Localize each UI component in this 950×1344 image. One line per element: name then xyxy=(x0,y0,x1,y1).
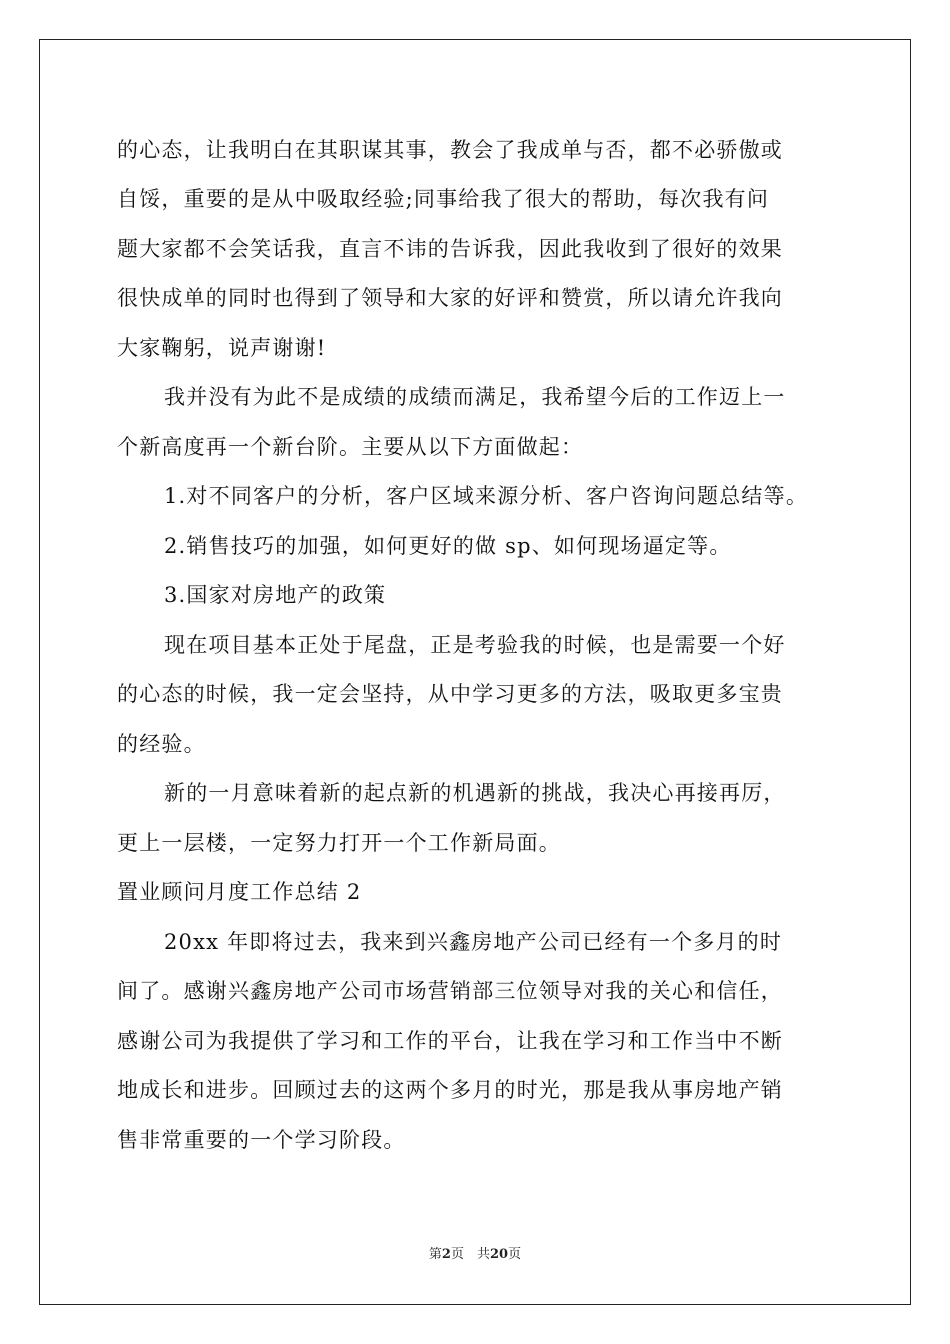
text-line: 间了。感谢兴鑫房地产公司市场营销部三位领导对我的关心和信任， xyxy=(117,979,783,1003)
total-page-count: 20 xyxy=(489,1247,509,1262)
text-line: 个新高度再一个新台阶。主要从以下方面做起： xyxy=(117,435,584,459)
list-item: 3.国家对房地产的政策 xyxy=(164,583,387,607)
paragraph-first-line: 20xx 年即将过去，我来到兴鑫房地产公司已经有一个多月的时 xyxy=(164,930,783,954)
section-heading: 置业顾问月度工作总结 2 xyxy=(117,880,362,904)
page-border xyxy=(39,39,911,1305)
footer-prefix: 第 xyxy=(428,1247,442,1262)
page-footer xyxy=(0,1246,950,1264)
text-line: 的经验。 xyxy=(117,732,206,756)
current-page-number: 2 xyxy=(441,1247,451,1262)
footer-suffix: 页 xyxy=(508,1247,522,1262)
text-line: 的心态的时候，我一定会坚持，从中学习更多的方法，吸取更多宝贵 xyxy=(117,682,783,706)
text-line: 很快成单的同时也得到了领导和大家的好评和赞赏，所以请允许我向 xyxy=(117,286,783,310)
list-item: 1.对不同客户的分析，客户区域来源分析、客户咨询问题总结等。 xyxy=(164,484,809,508)
footer-mid: 页 共 xyxy=(450,1247,490,1262)
text-line: 自馁，重要的是从中吸取经验;同事给我了很大的帮助，每次我有问 xyxy=(117,187,770,211)
text-line: 售非常重要的一个学习阶段。 xyxy=(117,1128,406,1152)
text-line: 更上一层楼，一定努力打开一个工作新局面。 xyxy=(117,831,561,855)
text-line: 大家鞠躬，说声谢谢! xyxy=(117,336,327,360)
paragraph-first-line: 新的一月意味着新的起点新的机遇新的挑战，我决心再接再厉， xyxy=(164,781,786,805)
text-line: 感谢公司为我提供了学习和工作的平台，让我在学习和工作当中不断 xyxy=(117,1029,783,1053)
text-line: 题大家都不会笑话我，直言不讳的告诉我，因此我收到了很好的效果 xyxy=(117,237,783,261)
paragraph-first-line: 现在项目基本正处于尾盘，正是考验我的时候，也是需要一个好 xyxy=(164,633,786,657)
text-line: 的心态，让我明白在其职谋其事，教会了我成单与否，都不必骄傲或 xyxy=(117,138,783,162)
text-line: 地成长和进步。回顾过去的这两个多月的时光，那是我从事房地产销 xyxy=(117,1078,783,1102)
paragraph-first-line: 我并没有为此不是成绩的成绩而满足，我希望今后的工作迈上一 xyxy=(164,385,786,409)
list-item: 2.销售技巧的加强，如何更好的做 sp、如何现场逼定等。 xyxy=(164,534,732,558)
